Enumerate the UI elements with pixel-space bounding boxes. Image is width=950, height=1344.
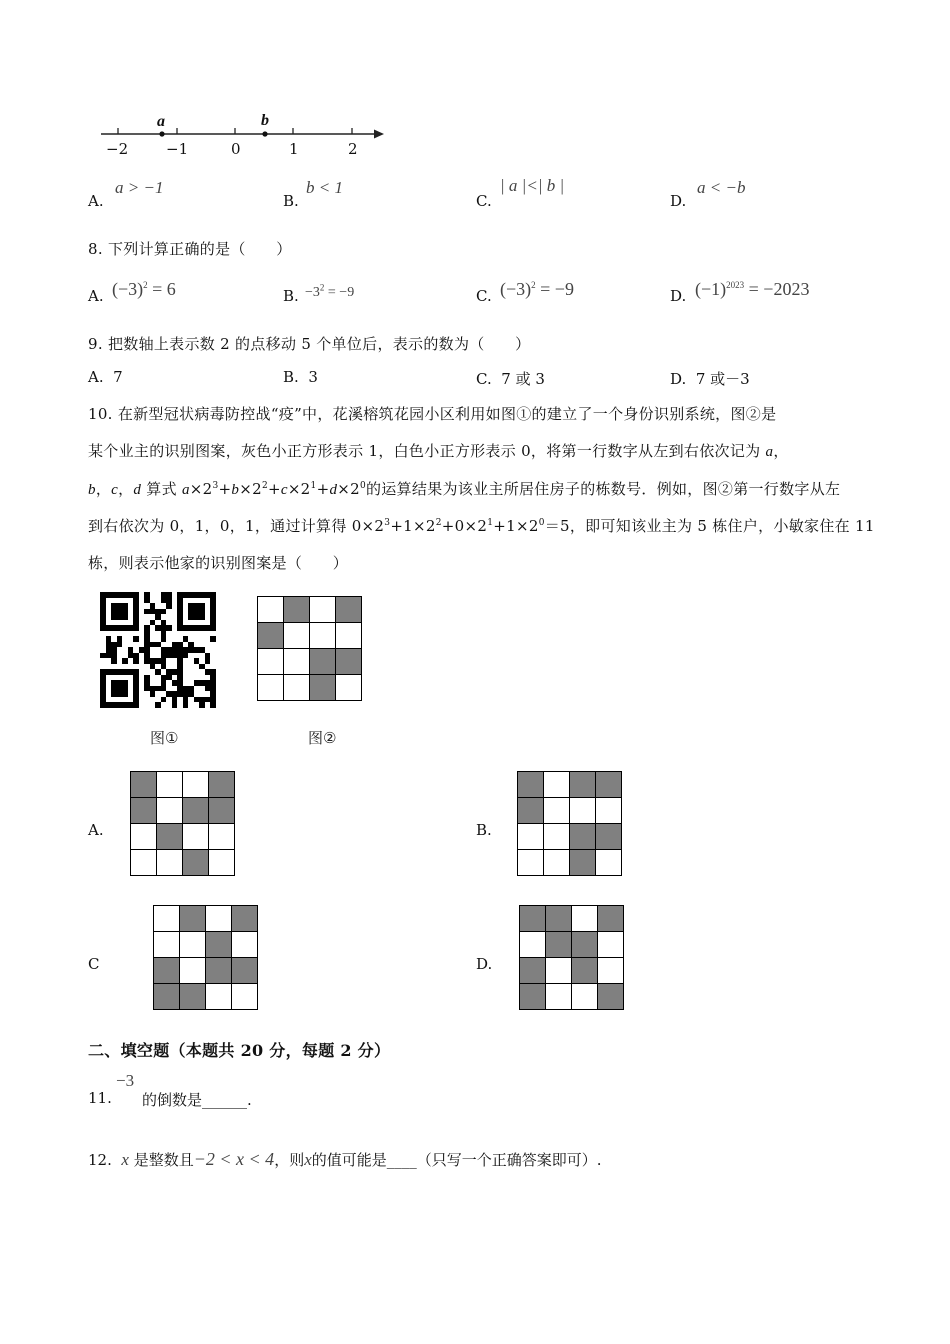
grid-cell: [544, 824, 570, 850]
q7-option-d-label[interactable]: D.: [670, 192, 687, 210]
q7-option-b-label[interactable]: B.: [283, 192, 299, 210]
q7-option-b-expr: b < 1: [306, 178, 343, 197]
grid-cell: [154, 906, 180, 932]
grid-cell: [206, 984, 232, 1010]
grid-cell: [546, 932, 572, 958]
q8-option-d-label[interactable]: D.: [670, 287, 687, 305]
q10-line-2: 某个业主的识别图案，灰色小正方形表示 1，白色小正方形表示 0，将第一行数字从左到右依次记为 a，: [88, 442, 789, 460]
figure-2-grid: [257, 596, 362, 701]
grid-cell: [544, 772, 570, 798]
q10-line-5: 栋，则表示他家的识别图案是（ ）: [88, 554, 349, 572]
grid-cell: [232, 906, 258, 932]
q9-option-a[interactable]: A. 7: [88, 368, 123, 386]
grid-cell: [258, 597, 284, 623]
q8-option-b-expr: $-3^2 = -9$: [305, 282, 355, 300]
q7-option-d-expr: a < −b: [697, 178, 746, 197]
grid-cell: [520, 958, 546, 984]
grid-cell: [131, 850, 157, 876]
grid-cell: [183, 772, 209, 798]
q7-option-a-label[interactable]: A.: [88, 192, 104, 210]
tick-label-minus2: −2: [106, 140, 129, 158]
grid-cell: [546, 958, 572, 984]
grid-cell: [544, 798, 570, 824]
point-b-label: b: [261, 112, 269, 129]
grid-cell: [598, 958, 624, 984]
grid-cell: [596, 824, 622, 850]
grid-cell: [546, 984, 572, 1010]
tick-label-2: 2: [348, 140, 358, 158]
tick-label-1: 1: [289, 140, 299, 158]
q8-option-c-label[interactable]: C.: [476, 287, 492, 305]
grid-cell: [596, 798, 622, 824]
grid-cell: [284, 649, 310, 675]
grid-cell: [336, 597, 362, 623]
grid-cell: [180, 958, 206, 984]
grid-cell: [209, 824, 235, 850]
grid-cell: [598, 932, 624, 958]
grid-cell: [209, 850, 235, 876]
q10-option-b-grid[interactable]: [517, 771, 622, 876]
grid-cell: [206, 906, 232, 932]
grid-cell: [336, 675, 362, 701]
grid-cell: [180, 984, 206, 1010]
q10-line-1: 10. 在新型冠状病毒防控战“疫”中，花溪榕筑花园小区利用如图①的建立了一个身份识别系统，图②是: [88, 405, 777, 423]
grid-cell: [209, 772, 235, 798]
q10-option-d-grid[interactable]: [519, 905, 624, 1010]
grid-cell: [598, 906, 624, 932]
grid-cell: [232, 984, 258, 1010]
point-a-label: a: [157, 113, 165, 130]
q11-text: 的倒数是______.: [142, 1091, 252, 1109]
grid-cell: [284, 675, 310, 701]
grid-cell: [570, 850, 596, 876]
grid-cell: [310, 675, 336, 701]
grid-cell: [180, 906, 206, 932]
q11-number: 11.: [88, 1089, 112, 1107]
grid-cell: [598, 984, 624, 1010]
grid-cell: [258, 675, 284, 701]
grid-cell: [154, 932, 180, 958]
q10-option-a-grid[interactable]: [130, 771, 235, 876]
section-2-title: 二、填空题（本题共 20 分，每题 2 分）: [88, 1041, 391, 1060]
grid-cell: [572, 958, 598, 984]
grid-cell: [310, 597, 336, 623]
q9-option-d[interactable]: D. 7 或－3: [670, 370, 750, 388]
q11-expr: −3: [116, 1071, 135, 1090]
grid-cell: [157, 850, 183, 876]
grid-cell: [310, 623, 336, 649]
grid-cell: [518, 772, 544, 798]
grid-cell: [518, 850, 544, 876]
q10-option-c-label[interactable]: C: [88, 955, 100, 973]
q10-option-c-grid[interactable]: [153, 905, 258, 1010]
grid-cell: [546, 906, 572, 932]
grid-cell: [520, 932, 546, 958]
grid-cell: [206, 932, 232, 958]
grid-cell: [572, 932, 598, 958]
grid-cell: [520, 906, 546, 932]
grid-cell: [518, 798, 544, 824]
grid-cell: [258, 623, 284, 649]
grid-cell: [157, 824, 183, 850]
grid-cell: [206, 958, 232, 984]
grid-cell: [518, 824, 544, 850]
q10-line-4: 到右依次为 0，1，0，1，通过计算得 $0\times 2^3+1\times 2^2+0\times 2^1+1\times 2^0=5$，即可知该业主为 5 栋住户，小敏家住在 11: [88, 517, 875, 535]
q8-option-d-expr: $(-1)^{2023} = -2023$: [695, 279, 810, 299]
q9-stem: 9. 把数轴上表示数 2 的点移动 5 个单位后，表示的数为（ ）: [88, 335, 531, 353]
q8-option-a-label[interactable]: A.: [88, 287, 104, 305]
grid-cell: [596, 772, 622, 798]
figure-1-caption: 图①: [150, 729, 179, 747]
grid-cell: [131, 798, 157, 824]
q10-option-b-label[interactable]: B.: [476, 821, 492, 839]
grid-cell: [284, 623, 310, 649]
q12-line: 12. x 是整数且−2 < x < 4，则x的值可能是____（只写一个正确答案即可）.: [88, 1149, 602, 1169]
q8-option-a-expr: $(-3)^2 = 6$: [112, 279, 176, 299]
grid-cell: [572, 906, 598, 932]
grid-cell: [258, 649, 284, 675]
grid-cell: [572, 984, 598, 1010]
grid-cell: [131, 824, 157, 850]
grid-cell: [157, 772, 183, 798]
grid-cell: [284, 597, 310, 623]
grid-cell: [209, 798, 235, 824]
grid-cell: [154, 984, 180, 1010]
grid-cell: [131, 772, 157, 798]
grid-cell: [596, 850, 622, 876]
figure-2-caption: 图②: [308, 729, 337, 747]
grid-cell: [570, 798, 596, 824]
q10-line-3: b，c，d 算式 $a\times 2^3+b\times 2^2+c\times 2^1+d\times 2^0$的运算结果为该业主所居住房子的栋数号．例如，图②第一行数字从左: [88, 480, 841, 498]
q10-option-d-label[interactable]: D.: [476, 955, 493, 973]
qr-code-figure: [100, 592, 216, 708]
grid-cell: [232, 932, 258, 958]
grid-cell: [180, 932, 206, 958]
q10-option-a-label[interactable]: A.: [88, 821, 104, 839]
q7-option-a-expr: a > −1: [115, 178, 164, 197]
grid-cell: [157, 798, 183, 824]
q8-option-b-label[interactable]: B.: [283, 287, 299, 305]
grid-cell: [310, 649, 336, 675]
grid-cell: [520, 984, 546, 1010]
q9-option-c[interactable]: C. 7 或 3: [476, 370, 545, 388]
q7-option-c-label[interactable]: C.: [476, 192, 492, 210]
grid-cell: [183, 798, 209, 824]
grid-cell: [336, 623, 362, 649]
grid-cell: [570, 772, 596, 798]
grid-cell: [183, 850, 209, 876]
grid-cell: [544, 850, 570, 876]
grid-cell: [183, 824, 209, 850]
grid-cell: [336, 649, 362, 675]
grid-cell: [570, 824, 596, 850]
q8-option-c-expr: $(-3)^2 = -9$: [500, 279, 574, 299]
tick-label-minus1: −1: [166, 140, 189, 158]
grid-cell: [232, 958, 258, 984]
q8-stem: 8. 下列计算正确的是（ ）: [88, 240, 292, 258]
grid-cell: [154, 958, 180, 984]
q9-option-b[interactable]: B. 3: [283, 368, 318, 386]
tick-label-0: 0: [231, 140, 241, 158]
q7-option-c-expr: | a |<| b |: [500, 176, 565, 195]
